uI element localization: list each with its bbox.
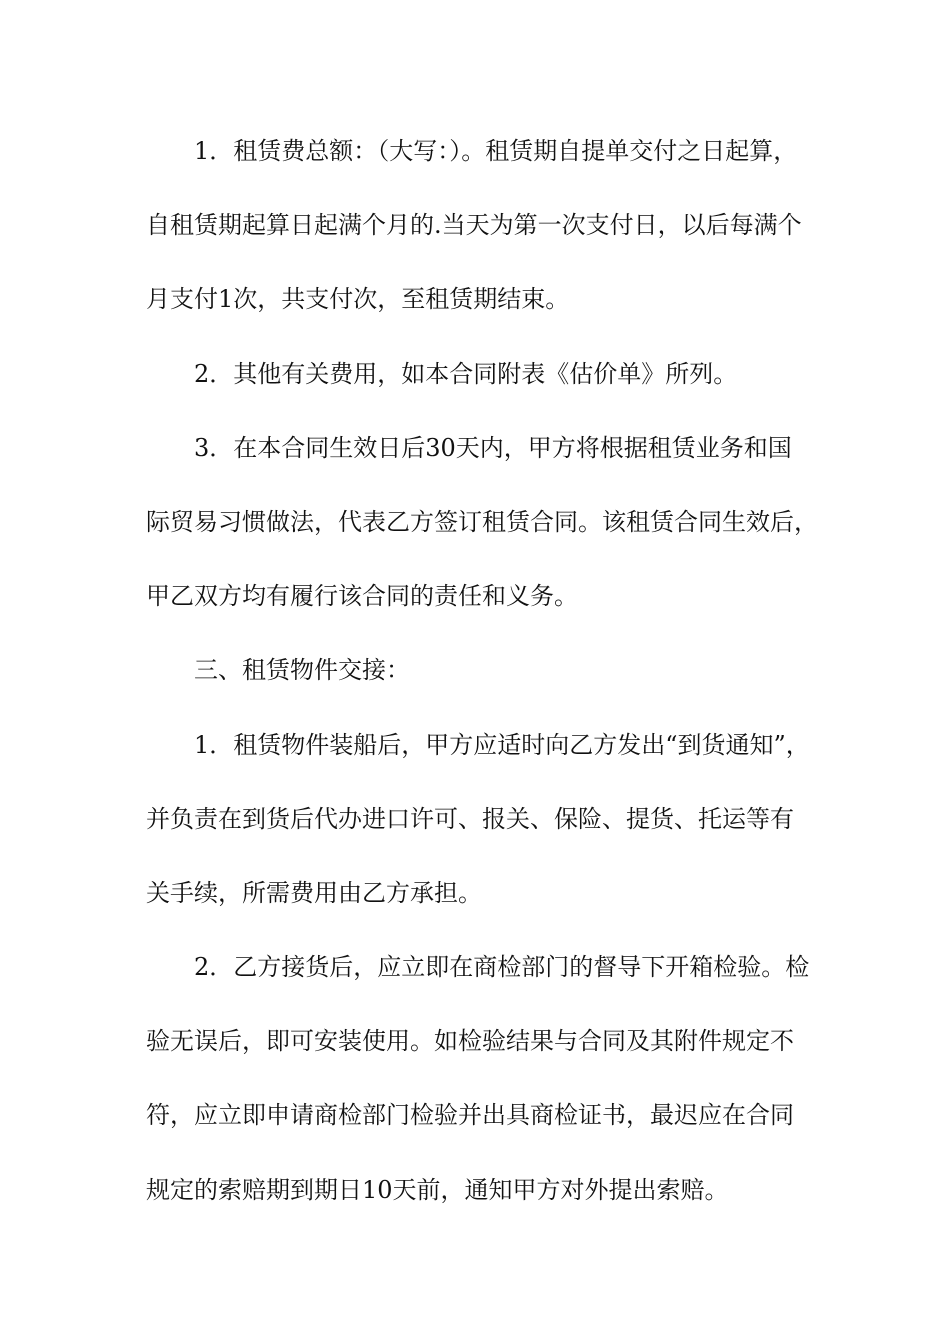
paragraph-line: 1．租赁费总额：（大写：）。租赁期自提单交付之日起算， bbox=[194, 137, 798, 165]
paragraph-line: 3．在本合同生效日后30天内，甲方将根据租赁业务和国 bbox=[194, 433, 792, 462]
section-heading: 三、租赁物件交接： bbox=[194, 656, 410, 685]
paragraph-line: 际贸易习惯做法，代表乙方签订租赁合同。该租赁合同生效后， bbox=[146, 507, 818, 536]
paragraph-line: 关手续，所需费用由乙方承担。 bbox=[146, 878, 482, 907]
paragraph-line: 自租赁期起算日起满个月的.当天为第一次支付日，以后每满个 bbox=[146, 211, 802, 240]
paragraph-line: 甲乙双方均有履行该合同的责任和义务。 bbox=[146, 582, 578, 611]
paragraph-line: 符，应立即申请商检部门检验并出具商检证书，最迟应在合同 bbox=[146, 1101, 794, 1130]
paragraph-line: 并负责在到货后代办进口许可、报关、保险、提货、托运等有 bbox=[146, 804, 794, 833]
paragraph-line: 规定的索赔期到期日10天前，通知甲方对外提出索赔。 bbox=[146, 1175, 729, 1204]
paragraph-line: 月支付1次，共支付次，至租赁期结束。 bbox=[146, 285, 570, 314]
paragraph-line: 2．其他有关费用，如本合同附表《估价单》所列。 bbox=[194, 359, 738, 388]
paragraph-line: 2．乙方接货后，应立即在商检部门的督导下开箱检验。检 bbox=[194, 953, 810, 982]
document-body bbox=[146, 133, 826, 1246]
paragraph-line: 1．租赁物件装船后，甲方应适时向乙方发出“到货通知”， bbox=[194, 730, 810, 759]
paragraph-line: 验无误后，即可安装使用。如检验结果与合同及其附件规定不 bbox=[146, 1027, 794, 1056]
